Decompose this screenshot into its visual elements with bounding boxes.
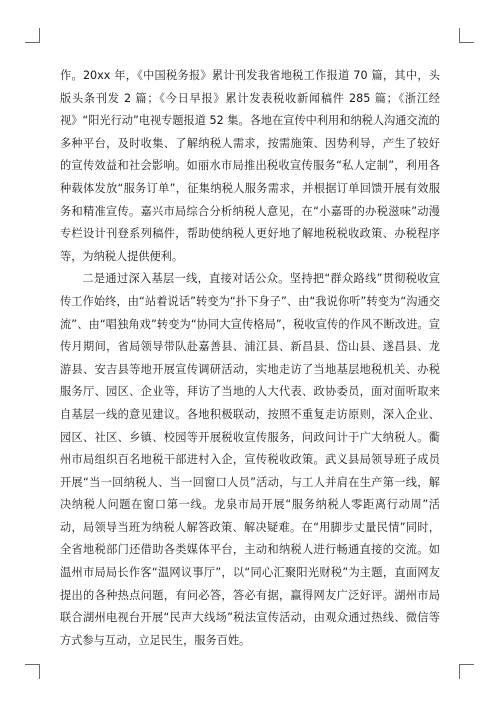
crop-mark-bottom-left-vertical <box>39 664 40 679</box>
document-body <box>60 65 440 652</box>
paragraph-grassroots-outreach: 二是通过深入基层一线，直接对话公众。坚持把“群众路线”贯彻税收宣传工作始终，由“站着说话”转变为“扑下身子”、由“我说你听”转变为“沟通交流”、由“唱独角戏”转变为“协同大宣传格局”，税收宣传的作风不断改进。宣传月期间，省局领导带队赴嘉善县、浦江县、新昌县、岱山县、遂昌县、龙游县、安吉县等地开展宣传调研活动，实地走访了当地基层地税机关、办税服务厅、园区、企业等，拜访了当地的人大代表、政协委员，面对面听取来自基层一线的意见建议。各地积极联动，按照不重复走访原则，深入企业、园区、社区、乡镇、校园等开展税收宣传服务，问政问计于广大纳税人。衢州市局组织百名地税干部进村入企，宣传税收政策。武义县局领导班子成员开展“当一回纳税人、当一回窗口人员”活动，与工人并肩在生产第一线，解决纳税人问题在窗口第一线。龙泉市局开展“服务纳税人零距离行动周”活动，局领导当班为纳税人解答政策、解决疑难。在“用脚步丈量民情”同时，全省地税部门还借助各类媒体平台，主动和纳税人进行畅通直接的交流。如温州市局局长作客“温网议事厅”，以“同心汇聚阳光财税”为主题，直面网友提出的各种热点问题，有问必答，答必有据，赢得网友广泛好评。湖州市局联合湖州电视台开展“民声大线场”税法宣传活动，由观众通过热线、微信等方式参与互动，立足民生，服务百姓。 <box>60 272 440 647</box>
crop-mark-top-left-horizontal <box>25 42 40 43</box>
crop-mark-bottom-right-vertical <box>459 664 460 679</box>
crop-mark-top-right-horizontal <box>459 42 474 43</box>
crop-mark-top-right-vertical <box>459 28 460 43</box>
crop-mark-bottom-left-horizontal <box>25 664 40 665</box>
crop-mark-top-left-vertical <box>39 28 40 43</box>
crop-mark-bottom-right-horizontal <box>459 664 474 665</box>
paragraph-continuation: 作。20xx 年，《中国税务报》累计刊发我省地税工作报道 70 篇，其中，头版头条刊发 2 篇；《今日早报》累计发表税收新闻稿件 285 篇；《浙江经视》“阳光行动”电视专题报道 52 集。各地在宣传中利用和纳税人沟通交流的多种平台，及时收集、了解纳税人需求，按需施策、因势利导，产生了较好的宣传效益和社会影响。如丽水市局推出税收宣传服务“私人定制”，利用各种载体发放“服务订单”，征集纳税人服务需求，并根据订单回馈开展有效服务和精准宣传。嘉兴市局综合分析纳税人意见，在“小嘉哥的办税滋味”动漫专栏设计刊登系列稿件，帮助使纳税人更好地了解地税税收政策、办税程序等，为纳税人提供便利。 <box>60 69 440 263</box>
